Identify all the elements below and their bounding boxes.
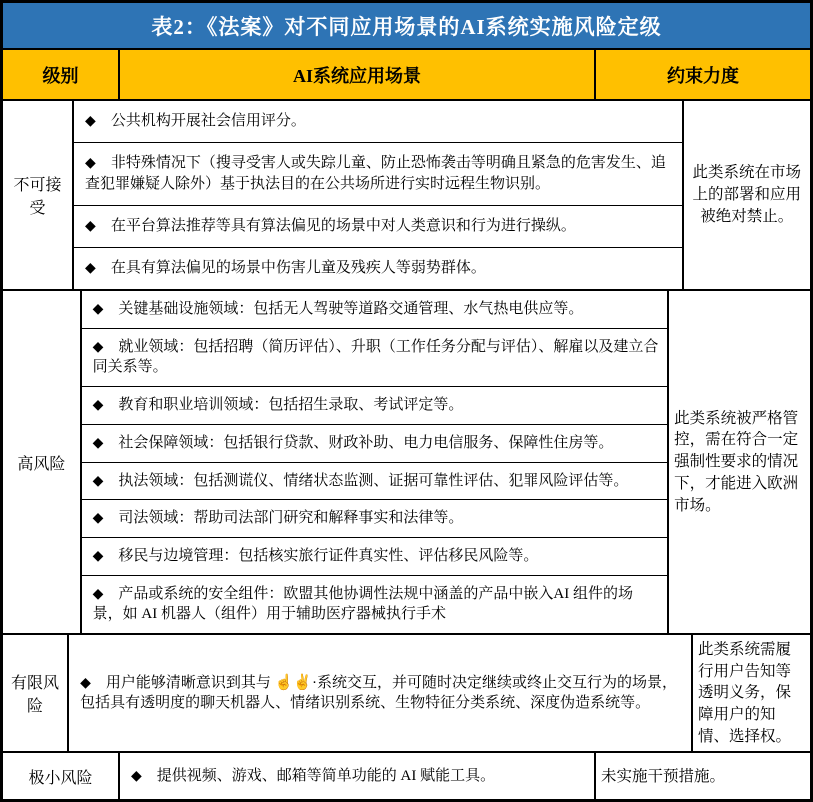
scenario-text: 司法领域：帮助司法部门研究和解释事实和法律等。 (118, 510, 464, 527)
level-label-minimal: 极小风险 (3, 753, 120, 799)
risk-row-high (3, 291, 810, 635)
scenario-text: 关键基础设施领域：包括无人驾驶等道路交通管理、水气热电供应等。 (118, 301, 584, 317)
scenario-column (74, 101, 684, 289)
scenario-item (82, 387, 668, 425)
scenario-text: 就业领域：包括招聘（简历评估）、升职（工作任务分配与评估）、解雇以及建立合同关系等。 (92, 338, 659, 376)
constraint-cell (693, 635, 810, 751)
risk-row-minimal (3, 753, 810, 799)
diamond-bullet-icon: ◆ (92, 586, 104, 602)
risk-row-unacceptable (3, 101, 810, 291)
scenario-item (74, 143, 682, 206)
scenario-text: 非特殊情况下（搜寻受害人或失踪儿童、防止恐怖袭击等明确且紧急的危害发生、追查犯罪嫌疑人除外）基于执法目的在公共场所进行实时远程生物识别。 (85, 155, 666, 192)
scenario-column (82, 291, 670, 633)
diamond-bullet-icon: ◆ (80, 675, 91, 691)
scenario-item (120, 753, 594, 799)
scenario-text: 移民与边境管理：包括核实旅行证件真实性、评估移民风险等。 (118, 547, 539, 564)
scenario-text: 产品或系统的安全组件：欧盟其他协调性法规中涵盖的产品中嵌入AI 组件的场景，如 AI 机器人（组件）用于辅助医疗器械执行手术 (92, 585, 634, 623)
scenario-item (69, 635, 691, 751)
diamond-bullet-icon: ◆ (92, 435, 104, 451)
scenario-item (82, 576, 668, 633)
header-scenario: AI系统应用场景 (120, 50, 596, 99)
scenario-column (69, 635, 693, 751)
table-header-row (3, 50, 810, 101)
diamond-bullet-icon: ◆ (92, 548, 104, 564)
level-label-unacceptable: 不可接受 (3, 101, 74, 289)
constraint-text: 未实施干预措施。 (601, 767, 726, 785)
scenario-text: 公共机构开展社会信用评分。 (110, 113, 306, 130)
header-level: 级别 (3, 50, 120, 99)
scenario-item (82, 538, 668, 576)
diamond-bullet-icon: ◆ (92, 339, 104, 355)
diamond-bullet-icon: ◆ (92, 398, 104, 414)
scenario-text: 教育和职业培训领域：包括招生录取、考试评定等。 (118, 397, 464, 414)
scenario-item (82, 463, 668, 501)
scenario-column (120, 753, 596, 799)
constraint-text: 此类系统在市场上的部署和应用被绝对禁止。 (692, 164, 802, 225)
scenario-item (74, 101, 682, 143)
scenario-text: 执法领域：包括测谎仪、情绪状态监测、证据可靠性评估、犯罪风险评估等。 (118, 472, 629, 489)
scenario-text: 在具有算法偏见的场景中伤害儿童及残疾人等弱势群体。 (110, 260, 486, 277)
constraint-cell (596, 753, 810, 799)
table-title-text: 表2：《法案》对不同应用场景的AI系统实施风险定级 (151, 14, 662, 39)
scenario-item (82, 329, 668, 387)
diamond-bullet-icon: ◆ (131, 769, 142, 785)
diamond-bullet-icon: ◆ (92, 511, 104, 527)
scenario-item (74, 206, 682, 248)
scenario-text: 用户能够清晰意识到其与 ☝✌·系统交互，并可随时决定继续或终止交互行为的场景，包括具有透明度的聊天机器人、情绪识别系统、生物特征分类系统、深度伪造系统等。 (80, 674, 677, 712)
risk-row-limited (3, 635, 810, 753)
diamond-bullet-icon: ◆ (92, 473, 104, 489)
header-constraint: 约束力度 (667, 65, 739, 86)
scenario-item (74, 248, 682, 289)
constraint-text: 此类系统被严格管控，需在符合一定强制性要求的情况下，才能进入欧洲市场。 (674, 409, 799, 514)
scenario-item (82, 500, 668, 538)
constraint-cell (669, 291, 810, 633)
table-title (3, 3, 810, 50)
level-label-high: 高风险 (3, 291, 82, 633)
level-label-limited: 有限风险 (3, 635, 69, 751)
diamond-bullet-icon: ◆ (85, 114, 96, 130)
diamond-bullet-icon: ◆ (85, 219, 96, 235)
constraint-cell (684, 101, 810, 289)
scenario-text: 在平台算法推荐等具有算法偏见的场景中对人类意识和行为进行操纵。 (110, 218, 576, 235)
diamond-bullet-icon: ◆ (92, 302, 104, 317)
scenario-item (82, 291, 668, 329)
scenario-text: 提供视频、游戏、邮箱等简单功能的 AI 赋能工具。 (156, 768, 496, 785)
constraint-text: 此类系统需履行用户告知等透明义务，保障用户的知情、选择权。 (698, 641, 792, 745)
diamond-bullet-icon: ◆ (85, 156, 96, 172)
scenario-item (82, 425, 668, 463)
scenario-text: 社会保障领域：包括银行贷款、财政补助、电力电信服务、保障性住房等。 (118, 434, 614, 451)
diamond-bullet-icon: ◆ (85, 261, 96, 277)
